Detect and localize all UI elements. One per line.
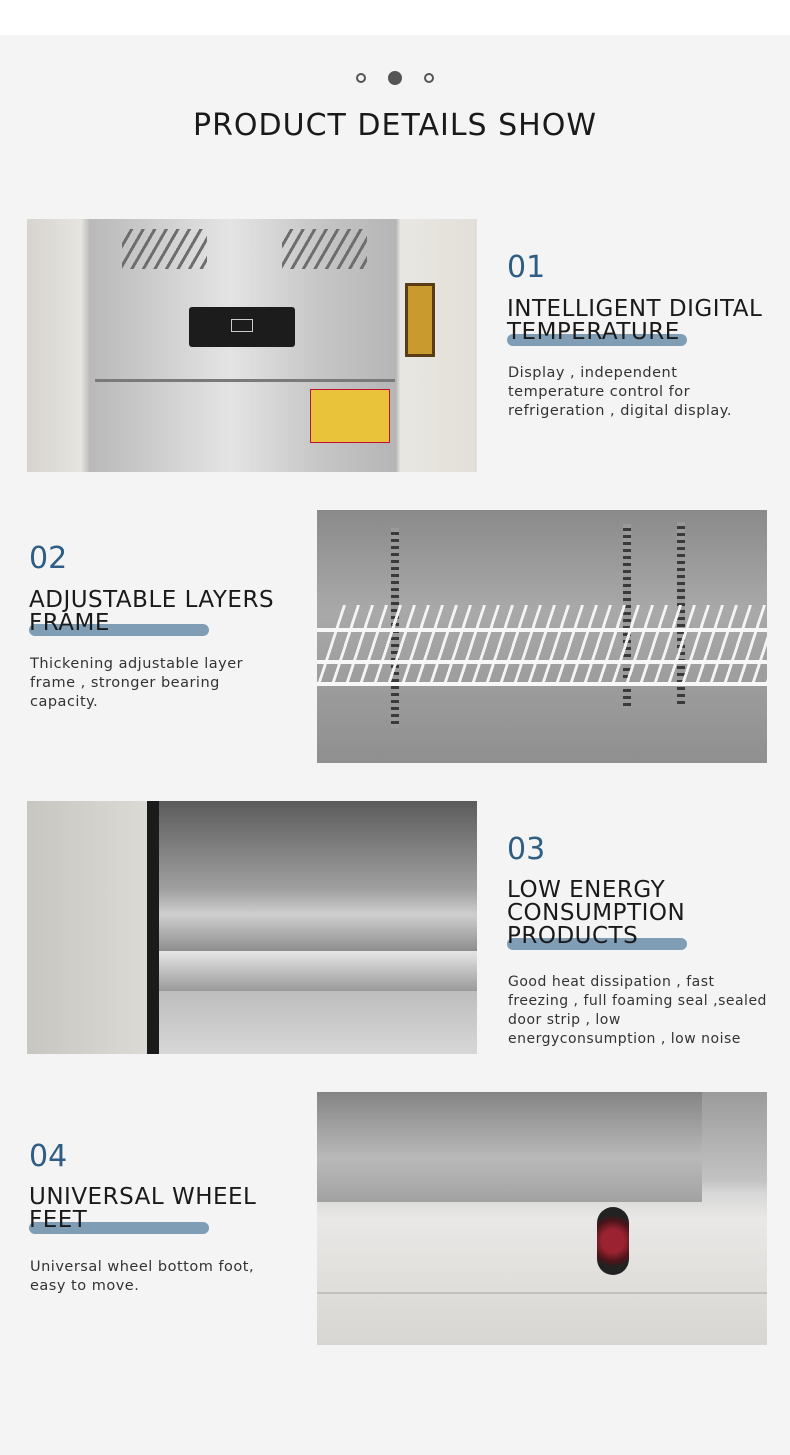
feature-1-photo: [27, 219, 477, 472]
feature-2-number: 02: [29, 541, 68, 576]
feature-3-title: LOW ENERGY CONSUMPTION PRODUCTS: [507, 877, 686, 949]
cabinet-base: [317, 1092, 702, 1202]
vent-grille: [282, 229, 367, 269]
feature-2-title: ADJUSTABLE LAYERS FRAME: [29, 587, 275, 636]
wall-frame: [405, 283, 435, 357]
pager-dot-active[interactable]: [388, 71, 402, 85]
pager-dots: [0, 73, 790, 85]
feature-1-description: Display , independent temperature control for refrigeration , digital display.: [508, 365, 732, 419]
floor-tile-line: [317, 1292, 767, 1294]
caster-wheel: [597, 1207, 629, 1275]
feature-1-title: INTELLIGENT DIGITAL TEMPERATURE: [507, 296, 763, 345]
inner-ledge: [137, 951, 477, 991]
door-seam: [95, 379, 395, 382]
feature-3-photo: [27, 801, 477, 1054]
warning-label: [310, 389, 390, 443]
feature-4-number: 04: [29, 1139, 68, 1174]
vent-grille: [122, 229, 207, 269]
pager-dot[interactable]: [424, 73, 434, 83]
glass-door: [27, 801, 159, 1054]
feature-3-number: 03: [507, 832, 546, 867]
feature-1-number: 01: [507, 250, 546, 285]
wire-shelf: [317, 605, 767, 685]
feature-3-description: Good heat dissipation , fast freezing , full foaming seal ,sealed door strip , low energyconsumption , low noise: [508, 974, 767, 1047]
digital-controller: [189, 307, 295, 347]
feature-4-description: Universal wheel bottom foot, easy to move.: [30, 1259, 255, 1294]
feature-4-title: UNIVERSAL WHEEL FEET: [29, 1184, 257, 1233]
feature-4-photo: [317, 1092, 767, 1345]
pager-dot[interactable]: [356, 73, 366, 83]
page-title: PRODUCT DETAILS SHOW: [192, 108, 597, 143]
feature-2-description: Thickening adjustable layer frame , stronger bearing capacity.: [30, 656, 244, 710]
feature-2-photo: [317, 510, 767, 763]
